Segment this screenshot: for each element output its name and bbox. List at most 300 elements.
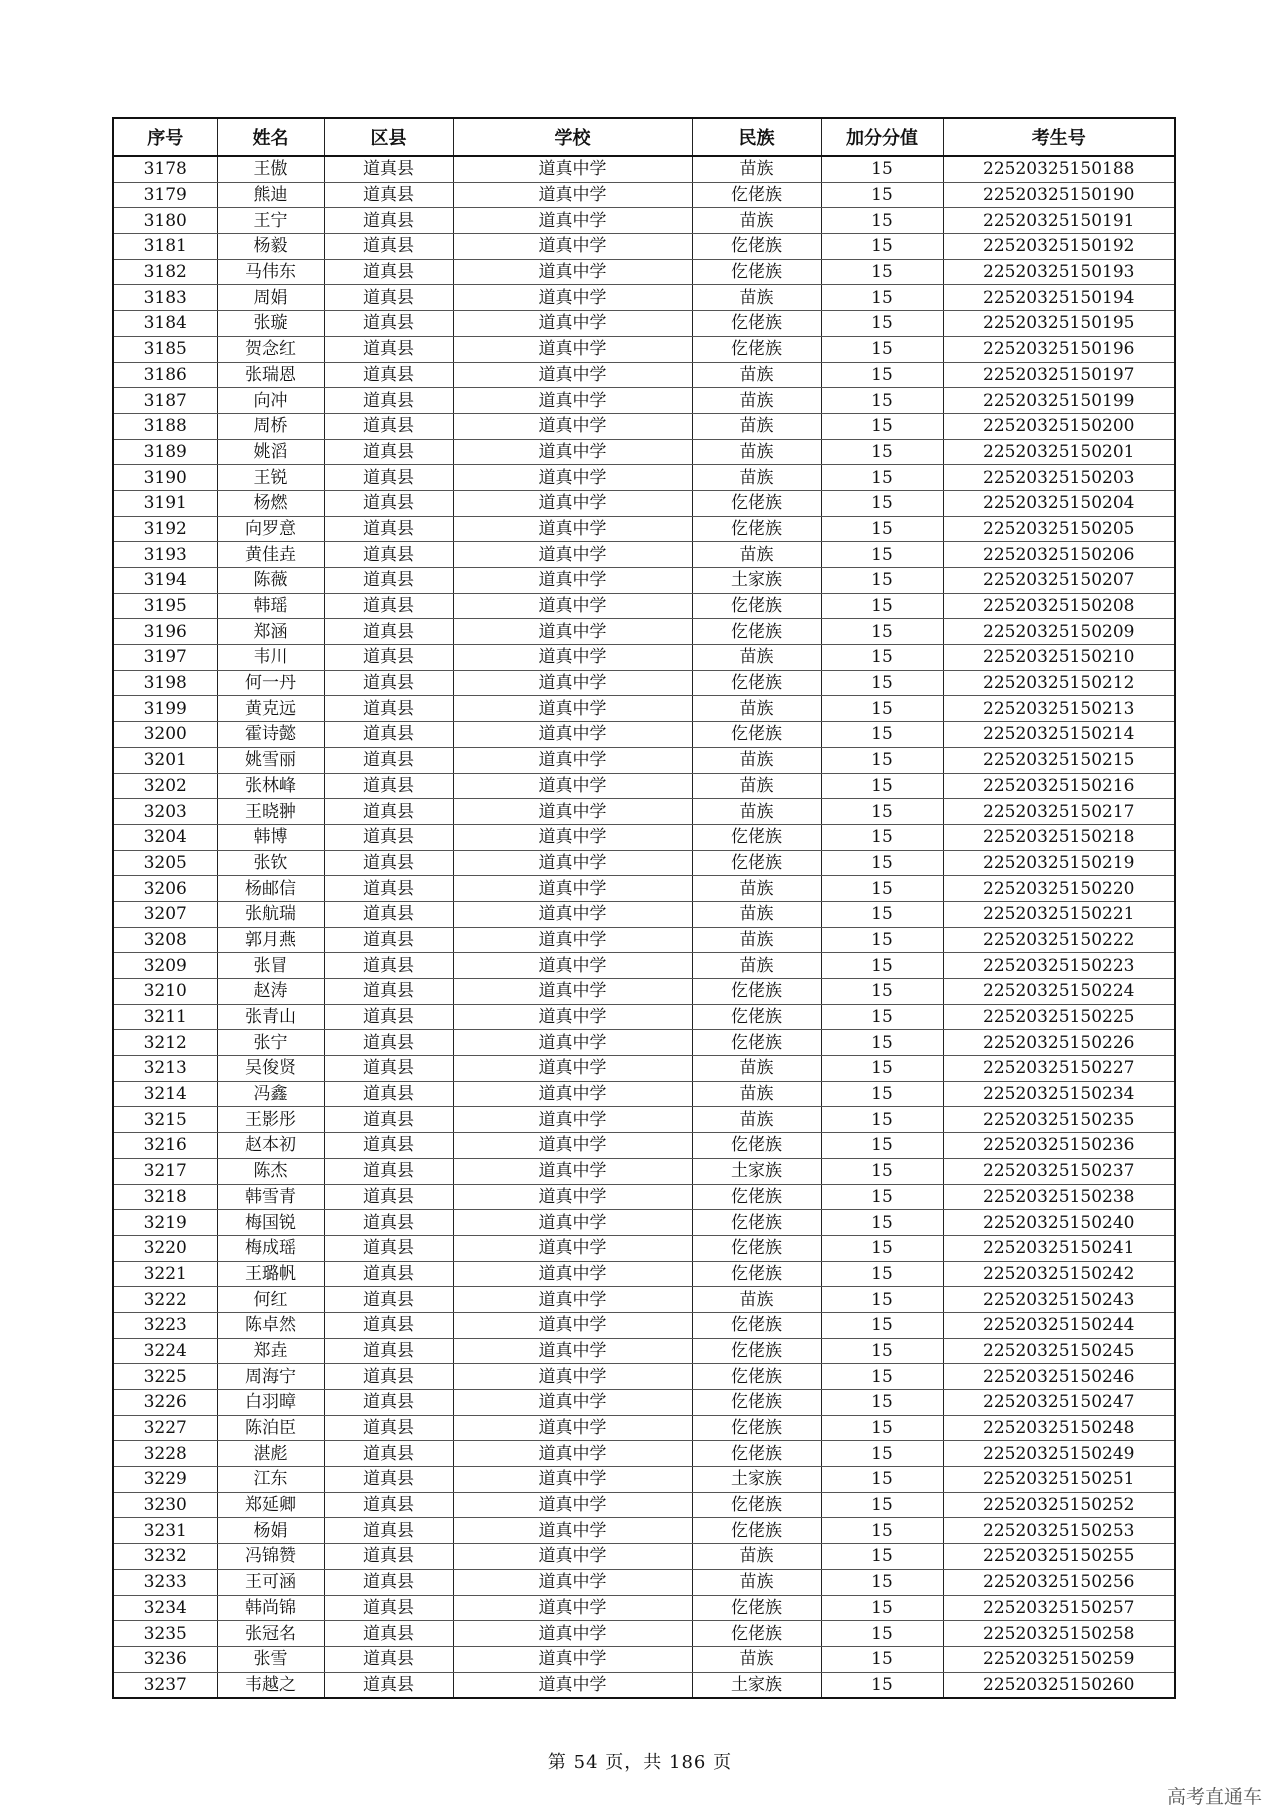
- cell-school: 道真中学: [453, 568, 692, 594]
- cell-seq: 3199: [113, 696, 217, 722]
- table-row: [113, 1287, 1175, 1313]
- cell-seq: 3196: [113, 619, 217, 645]
- cell-ethnicity: 苗族: [692, 953, 821, 979]
- cell-ethnicity: 仡佬族: [692, 336, 821, 362]
- cell-exam-number: 22520325150195: [943, 311, 1175, 337]
- cell-seq: 3233: [113, 1569, 217, 1595]
- table-row: [113, 1595, 1175, 1621]
- cell-seq: 3235: [113, 1621, 217, 1647]
- cell-exam-number: 22520325150245: [943, 1338, 1175, 1364]
- cell-name: 杨邮信: [217, 876, 324, 902]
- cell-seq: 3186: [113, 362, 217, 388]
- cell-bonus: 15: [821, 1621, 943, 1647]
- cell-name: 何一丹: [217, 670, 324, 696]
- cell-bonus: 15: [821, 1441, 943, 1467]
- cell-exam-number: 22520325150208: [943, 593, 1175, 619]
- cell-exam-number: 22520325150218: [943, 824, 1175, 850]
- cell-county: 道真县: [324, 516, 453, 542]
- cell-ethnicity: 仡佬族: [692, 516, 821, 542]
- cell-ethnicity: 土家族: [692, 1158, 821, 1184]
- cell-bonus: 15: [821, 1672, 943, 1698]
- cell-seq: 3218: [113, 1184, 217, 1210]
- cell-ethnicity: 苗族: [692, 799, 821, 825]
- cell-exam-number: 22520325150214: [943, 722, 1175, 748]
- cell-exam-number: 22520325150249: [943, 1441, 1175, 1467]
- cell-seq: 3184: [113, 311, 217, 337]
- cell-county: 道真县: [324, 490, 453, 516]
- cell-name: 梅国锐: [217, 1210, 324, 1236]
- cell-seq: 3211: [113, 1004, 217, 1030]
- cell-county: 道真县: [324, 1672, 453, 1698]
- cell-bonus: 15: [821, 1338, 943, 1364]
- cell-name: 韩瑶: [217, 593, 324, 619]
- cell-school: 道真中学: [453, 1544, 692, 1570]
- cell-name: 姚滔: [217, 439, 324, 465]
- cell-name: 吴俊贤: [217, 1056, 324, 1082]
- cell-name: 郭月燕: [217, 927, 324, 953]
- cell-county: 道真县: [324, 362, 453, 388]
- cell-exam-number: 22520325150246: [943, 1364, 1175, 1390]
- cell-seq: 3208: [113, 927, 217, 953]
- cell-school: 道真中学: [453, 1158, 692, 1184]
- table-row: [113, 1107, 1175, 1133]
- cell-exam-number: 22520325150253: [943, 1518, 1175, 1544]
- cell-exam-number: 22520325150243: [943, 1287, 1175, 1313]
- cell-school: 道真中学: [453, 1415, 692, 1441]
- cell-name: 张璇: [217, 311, 324, 337]
- cell-school: 道真中学: [453, 208, 692, 234]
- table-row: [113, 362, 1175, 388]
- cell-bonus: 15: [821, 593, 943, 619]
- cell-county: 道真县: [324, 1133, 453, 1159]
- cell-exam-number: 22520325150260: [943, 1672, 1175, 1698]
- cell-ethnicity: 仡佬族: [692, 1004, 821, 1030]
- cell-name: 王可涵: [217, 1569, 324, 1595]
- cell-ethnicity: 苗族: [692, 439, 821, 465]
- cell-county: 道真县: [324, 234, 453, 260]
- cell-school: 道真中学: [453, 722, 692, 748]
- cell-school: 道真中学: [453, 1107, 692, 1133]
- cell-ethnicity: 仡佬族: [692, 182, 821, 208]
- cell-name: 张钦: [217, 850, 324, 876]
- cell-bonus: 15: [821, 747, 943, 773]
- cell-school: 道真中学: [453, 542, 692, 568]
- cell-school: 道真中学: [453, 1646, 692, 1672]
- cell-school: 道真中学: [453, 1467, 692, 1493]
- cell-county: 道真县: [324, 285, 453, 311]
- cell-ethnicity: 仡佬族: [692, 1518, 821, 1544]
- table-row: [113, 1621, 1175, 1647]
- cell-seq: 3191: [113, 490, 217, 516]
- cell-exam-number: 22520325150238: [943, 1184, 1175, 1210]
- header-name: 姓名: [217, 118, 324, 156]
- table-row: [113, 1544, 1175, 1570]
- cell-school: 道真中学: [453, 696, 692, 722]
- cell-ethnicity: 仡佬族: [692, 979, 821, 1005]
- cell-school: 道真中学: [453, 670, 692, 696]
- cell-name: 张林峰: [217, 773, 324, 799]
- cell-seq: 3232: [113, 1544, 217, 1570]
- cell-exam-number: 22520325150242: [943, 1261, 1175, 1287]
- cell-name: 韩雪青: [217, 1184, 324, 1210]
- cell-bonus: 15: [821, 234, 943, 260]
- cell-exam-number: 22520325150190: [943, 182, 1175, 208]
- cell-ethnicity: 仡佬族: [692, 1621, 821, 1647]
- cell-seq: 3209: [113, 953, 217, 979]
- cell-seq: 3195: [113, 593, 217, 619]
- header-school: 学校: [453, 118, 692, 156]
- cell-name: 杨燃: [217, 490, 324, 516]
- cell-ethnicity: 仡佬族: [692, 1441, 821, 1467]
- cell-exam-number: 22520325150222: [943, 927, 1175, 953]
- cell-name: 张瑞恩: [217, 362, 324, 388]
- cell-bonus: 15: [821, 1646, 943, 1672]
- table-row: [113, 311, 1175, 337]
- cell-ethnicity: 仡佬族: [692, 1235, 821, 1261]
- cell-bonus: 15: [821, 1235, 943, 1261]
- cell-county: 道真县: [324, 824, 453, 850]
- cell-school: 道真中学: [453, 1390, 692, 1416]
- cell-bonus: 15: [821, 336, 943, 362]
- table-row: [113, 208, 1175, 234]
- cell-ethnicity: 苗族: [692, 542, 821, 568]
- cell-name: 王傲: [217, 156, 324, 182]
- cell-ethnicity: 苗族: [692, 927, 821, 953]
- cell-school: 道真中学: [453, 516, 692, 542]
- cell-school: 道真中学: [453, 1518, 692, 1544]
- cell-bonus: 15: [821, 388, 943, 414]
- cell-school: 道真中学: [453, 285, 692, 311]
- cell-exam-number: 22520325150252: [943, 1492, 1175, 1518]
- cell-bonus: 15: [821, 1081, 943, 1107]
- cell-county: 道真县: [324, 1235, 453, 1261]
- cell-exam-number: 22520325150203: [943, 465, 1175, 491]
- table-row: [113, 259, 1175, 285]
- table-row: [113, 1492, 1175, 1518]
- cell-ethnicity: 苗族: [692, 747, 821, 773]
- cell-bonus: 15: [821, 182, 943, 208]
- cell-county: 道真县: [324, 1158, 453, 1184]
- cell-exam-number: 22520325150237: [943, 1158, 1175, 1184]
- cell-name: 黄佳垚: [217, 542, 324, 568]
- watermark: 高考直通车: [1166, 1786, 1262, 1808]
- cell-ethnicity: 苗族: [692, 1056, 821, 1082]
- cell-school: 道真中学: [453, 259, 692, 285]
- cell-seq: 3207: [113, 901, 217, 927]
- cell-seq: 3201: [113, 747, 217, 773]
- cell-exam-number: 22520325150216: [943, 773, 1175, 799]
- cell-county: 道真县: [324, 1390, 453, 1416]
- table-row: [113, 1235, 1175, 1261]
- cell-bonus: 15: [821, 979, 943, 1005]
- cell-name: 向罗意: [217, 516, 324, 542]
- cell-name: 郑涵: [217, 619, 324, 645]
- cell-ethnicity: 苗族: [692, 413, 821, 439]
- table-row: [113, 1569, 1175, 1595]
- cell-school: 道真中学: [453, 1210, 692, 1236]
- cell-name: 姚雪丽: [217, 747, 324, 773]
- table-row: [113, 1312, 1175, 1338]
- cell-ethnicity: 苗族: [692, 1081, 821, 1107]
- cell-seq: 3205: [113, 850, 217, 876]
- cell-school: 道真中学: [453, 388, 692, 414]
- cell-ethnicity: 苗族: [692, 388, 821, 414]
- cell-county: 道真县: [324, 1441, 453, 1467]
- cell-seq: 3197: [113, 645, 217, 671]
- table-row: [113, 1210, 1175, 1236]
- cell-bonus: 15: [821, 953, 943, 979]
- table-row: [113, 413, 1175, 439]
- cell-county: 道真县: [324, 670, 453, 696]
- cell-seq: 3202: [113, 773, 217, 799]
- cell-ethnicity: 仡佬族: [692, 1133, 821, 1159]
- cell-school: 道真中学: [453, 953, 692, 979]
- table-row: [113, 1081, 1175, 1107]
- cell-school: 道真中学: [453, 1312, 692, 1338]
- cell-county: 道真县: [324, 259, 453, 285]
- cell-seq: 3194: [113, 568, 217, 594]
- cell-bonus: 15: [821, 259, 943, 285]
- cell-school: 道真中学: [453, 336, 692, 362]
- cell-name: 郑延卿: [217, 1492, 324, 1518]
- header-county: 区县: [324, 118, 453, 156]
- cell-school: 道真中学: [453, 490, 692, 516]
- cell-exam-number: 22520325150192: [943, 234, 1175, 260]
- cell-ethnicity: 仡佬族: [692, 1338, 821, 1364]
- cell-exam-number: 22520325150236: [943, 1133, 1175, 1159]
- cell-school: 道真中学: [453, 593, 692, 619]
- cell-bonus: 15: [821, 208, 943, 234]
- cell-exam-number: 22520325150244: [943, 1312, 1175, 1338]
- cell-seq: 3212: [113, 1030, 217, 1056]
- cell-exam-number: 22520325150199: [943, 388, 1175, 414]
- cell-bonus: 15: [821, 1261, 943, 1287]
- cell-seq: 3224: [113, 1338, 217, 1364]
- table-row: [113, 1030, 1175, 1056]
- cell-name: 贺念红: [217, 336, 324, 362]
- cell-exam-number: 22520325150227: [943, 1056, 1175, 1082]
- cell-name: 赵涛: [217, 979, 324, 1005]
- cell-bonus: 15: [821, 1312, 943, 1338]
- cell-name: 黄克远: [217, 696, 324, 722]
- cell-seq: 3187: [113, 388, 217, 414]
- cell-ethnicity: 苗族: [692, 645, 821, 671]
- cell-county: 道真县: [324, 388, 453, 414]
- cell-seq: 3225: [113, 1364, 217, 1390]
- cell-seq: 3178: [113, 156, 217, 182]
- cell-county: 道真县: [324, 311, 453, 337]
- cell-ethnicity: 苗族: [692, 773, 821, 799]
- cell-seq: 3180: [113, 208, 217, 234]
- cell-bonus: 15: [821, 1133, 943, 1159]
- cell-exam-number: 22520325150221: [943, 901, 1175, 927]
- table-header-row: [113, 118, 1175, 156]
- cell-county: 道真县: [324, 1030, 453, 1056]
- cell-exam-number: 22520325150225: [943, 1004, 1175, 1030]
- cell-exam-number: 22520325150206: [943, 542, 1175, 568]
- cell-school: 道真中学: [453, 1004, 692, 1030]
- cell-county: 道真县: [324, 156, 453, 182]
- cell-exam-number: 22520325150188: [943, 156, 1175, 182]
- cell-name: 陈杰: [217, 1158, 324, 1184]
- cell-ethnicity: 苗族: [692, 1569, 821, 1595]
- cell-name: 向冲: [217, 388, 324, 414]
- cell-seq: 3198: [113, 670, 217, 696]
- cell-exam-number: 22520325150255: [943, 1544, 1175, 1570]
- table-row: [113, 234, 1175, 260]
- cell-bonus: 15: [821, 1595, 943, 1621]
- cell-ethnicity: 仡佬族: [692, 490, 821, 516]
- cell-exam-number: 22520325150241: [943, 1235, 1175, 1261]
- cell-county: 道真县: [324, 542, 453, 568]
- cell-county: 道真县: [324, 1595, 453, 1621]
- cell-county: 道真县: [324, 1492, 453, 1518]
- cell-county: 道真县: [324, 696, 453, 722]
- cell-name: 湛彪: [217, 1441, 324, 1467]
- table-row: [113, 1184, 1175, 1210]
- header-bonus: 加分分值: [821, 118, 943, 156]
- cell-exam-number: 22520325150217: [943, 799, 1175, 825]
- cell-ethnicity: 仡佬族: [692, 1312, 821, 1338]
- cell-bonus: 15: [821, 542, 943, 568]
- cell-seq: 3221: [113, 1261, 217, 1287]
- cell-name: 马伟东: [217, 259, 324, 285]
- cell-ethnicity: 仡佬族: [692, 850, 821, 876]
- table-row: [113, 824, 1175, 850]
- cell-exam-number: 22520325150234: [943, 1081, 1175, 1107]
- cell-school: 道真中学: [453, 876, 692, 902]
- cell-name: 杨毅: [217, 234, 324, 260]
- cell-seq: 3203: [113, 799, 217, 825]
- cell-seq: 3192: [113, 516, 217, 542]
- cell-bonus: 15: [821, 773, 943, 799]
- cell-school: 道真中学: [453, 311, 692, 337]
- cell-bonus: 15: [821, 156, 943, 182]
- cell-county: 道真县: [324, 336, 453, 362]
- cell-school: 道真中学: [453, 1338, 692, 1364]
- cell-school: 道真中学: [453, 1133, 692, 1159]
- cell-name: 赵本初: [217, 1133, 324, 1159]
- cell-name: 韦越之: [217, 1672, 324, 1698]
- cell-bonus: 15: [821, 568, 943, 594]
- table-row: [113, 696, 1175, 722]
- student-list-table: [112, 117, 1176, 1699]
- cell-ethnicity: 苗族: [692, 1646, 821, 1672]
- cell-school: 道真中学: [453, 234, 692, 260]
- cell-bonus: 15: [821, 824, 943, 850]
- cell-name: 王璐帆: [217, 1261, 324, 1287]
- cell-name: 韩尚锦: [217, 1595, 324, 1621]
- cell-ethnicity: 仡佬族: [692, 1030, 821, 1056]
- cell-county: 道真县: [324, 568, 453, 594]
- cell-bonus: 15: [821, 670, 943, 696]
- cell-county: 道真县: [324, 1621, 453, 1647]
- cell-exam-number: 22520325150248: [943, 1415, 1175, 1441]
- cell-exam-number: 22520325150205: [943, 516, 1175, 542]
- cell-name: 陈卓然: [217, 1312, 324, 1338]
- cell-county: 道真县: [324, 593, 453, 619]
- cell-bonus: 15: [821, 490, 943, 516]
- cell-school: 道真中学: [453, 1081, 692, 1107]
- cell-seq: 3234: [113, 1595, 217, 1621]
- table-row: [113, 465, 1175, 491]
- cell-county: 道真县: [324, 619, 453, 645]
- cell-bonus: 15: [821, 1364, 943, 1390]
- table-row: [113, 927, 1175, 953]
- cell-ethnicity: 苗族: [692, 1544, 821, 1570]
- cell-bonus: 15: [821, 1467, 943, 1493]
- cell-county: 道真县: [324, 927, 453, 953]
- cell-name: 张航瑞: [217, 901, 324, 927]
- cell-name: 张宁: [217, 1030, 324, 1056]
- header-ethnicity: 民族: [692, 118, 821, 156]
- cell-bonus: 15: [821, 1415, 943, 1441]
- cell-ethnicity: 仡佬族: [692, 1261, 821, 1287]
- table-row: [113, 1441, 1175, 1467]
- cell-ethnicity: 苗族: [692, 362, 821, 388]
- table-row: [113, 979, 1175, 1005]
- cell-exam-number: 22520325150194: [943, 285, 1175, 311]
- cell-exam-number: 22520325150251: [943, 1467, 1175, 1493]
- cell-ethnicity: 仡佬族: [692, 1390, 821, 1416]
- cell-county: 道真县: [324, 876, 453, 902]
- cell-exam-number: 22520325150191: [943, 208, 1175, 234]
- cell-exam-number: 22520325150235: [943, 1107, 1175, 1133]
- cell-ethnicity: 仡佬族: [692, 311, 821, 337]
- cell-exam-number: 22520325150207: [943, 568, 1175, 594]
- cell-exam-number: 22520325150201: [943, 439, 1175, 465]
- cell-exam-number: 22520325150193: [943, 259, 1175, 285]
- cell-name: 霍诗懿: [217, 722, 324, 748]
- cell-school: 道真中学: [453, 1056, 692, 1082]
- cell-county: 道真县: [324, 1210, 453, 1236]
- cell-exam-number: 22520325150210: [943, 645, 1175, 671]
- cell-county: 道真县: [324, 722, 453, 748]
- cell-county: 道真县: [324, 1467, 453, 1493]
- cell-school: 道真中学: [453, 619, 692, 645]
- table-row: [113, 645, 1175, 671]
- table-row: [113, 1672, 1175, 1698]
- cell-county: 道真县: [324, 799, 453, 825]
- table-row: [113, 439, 1175, 465]
- cell-seq: 3214: [113, 1081, 217, 1107]
- cell-exam-number: 22520325150256: [943, 1569, 1175, 1595]
- cell-bonus: 15: [821, 799, 943, 825]
- cell-exam-number: 22520325150226: [943, 1030, 1175, 1056]
- cell-bonus: 15: [821, 696, 943, 722]
- cell-seq: 3223: [113, 1312, 217, 1338]
- cell-county: 道真县: [324, 1261, 453, 1287]
- cell-exam-number: 22520325150220: [943, 876, 1175, 902]
- cell-bonus: 15: [821, 1056, 943, 1082]
- cell-name: 张雪: [217, 1646, 324, 1672]
- cell-school: 道真中学: [453, 1621, 692, 1647]
- cell-name: 王宁: [217, 208, 324, 234]
- cell-bonus: 15: [821, 1544, 943, 1570]
- cell-name: 冯锦赞: [217, 1544, 324, 1570]
- cell-county: 道真县: [324, 1287, 453, 1313]
- table-row: [113, 722, 1175, 748]
- table-row: [113, 1646, 1175, 1672]
- cell-bonus: 15: [821, 1107, 943, 1133]
- cell-bonus: 15: [821, 901, 943, 927]
- cell-school: 道真中学: [453, 927, 692, 953]
- cell-seq: 3188: [113, 413, 217, 439]
- table-row: [113, 1158, 1175, 1184]
- table-row: [113, 285, 1175, 311]
- cell-school: 道真中学: [453, 824, 692, 850]
- table-row: [113, 182, 1175, 208]
